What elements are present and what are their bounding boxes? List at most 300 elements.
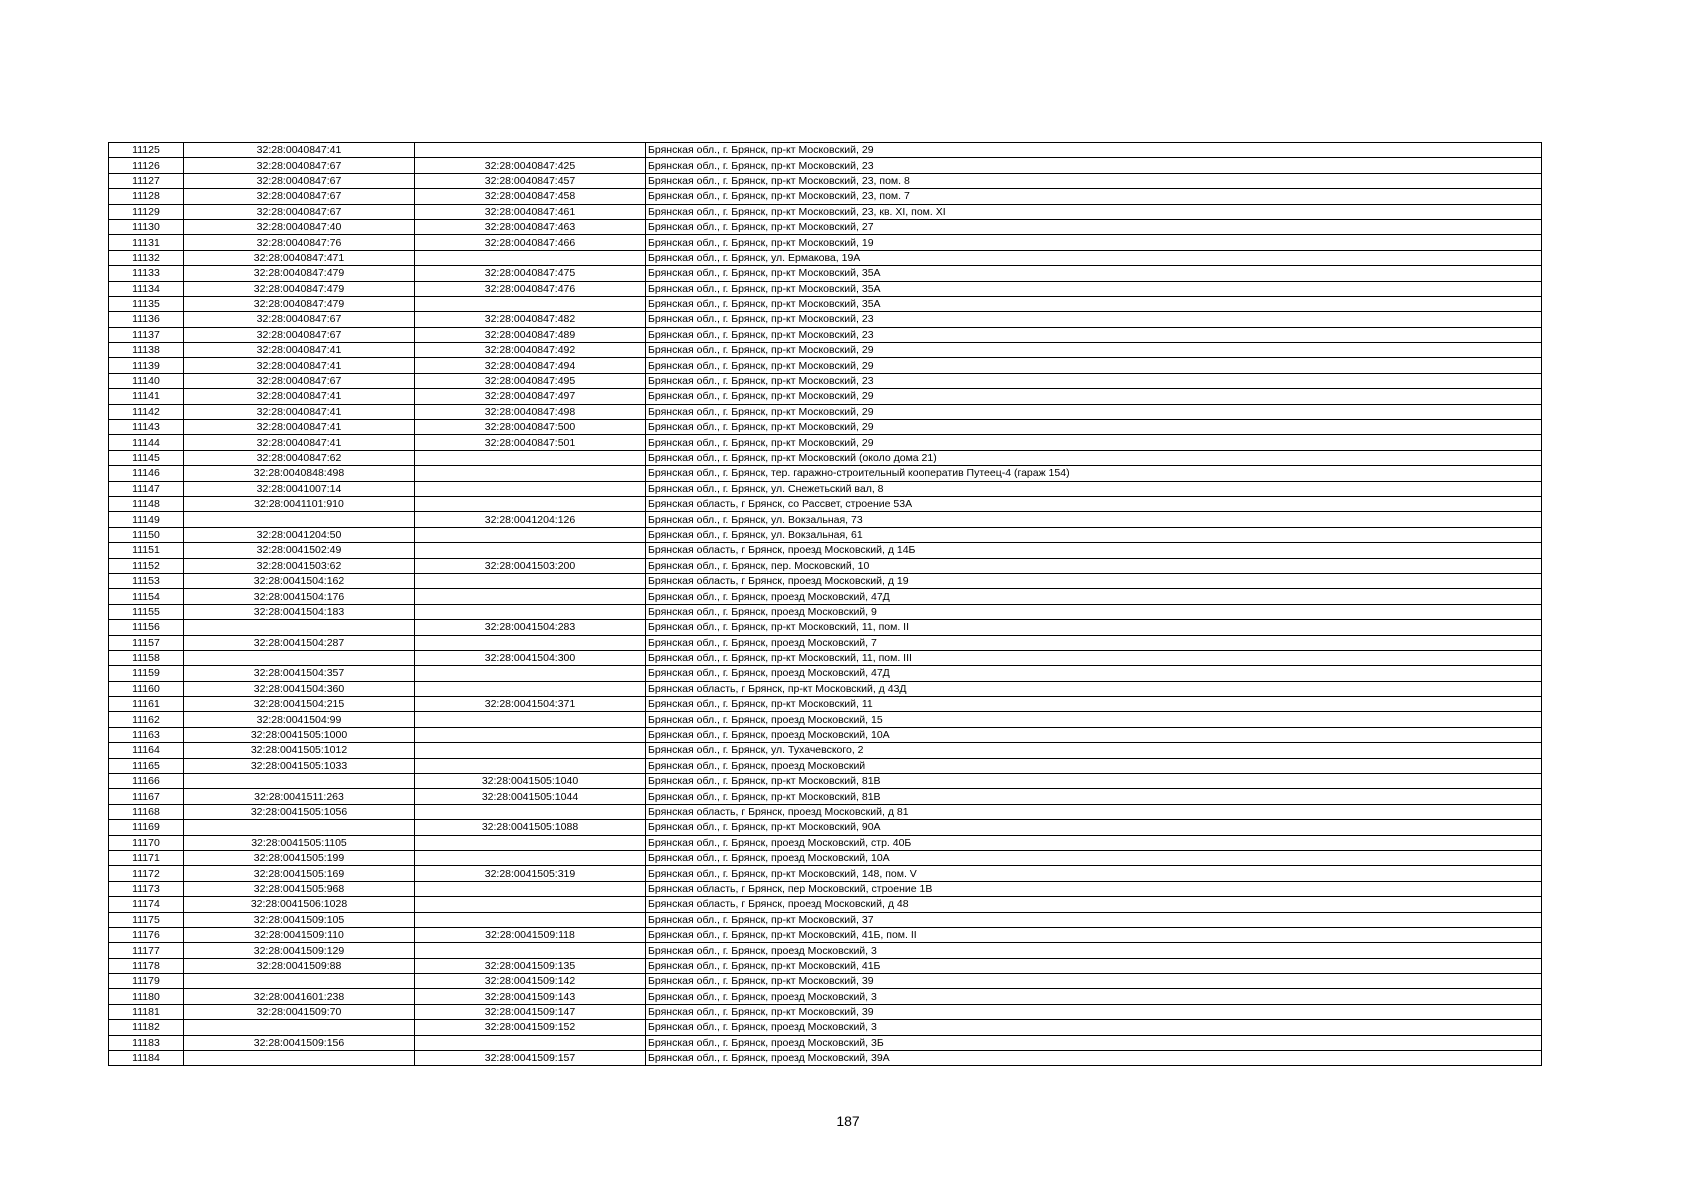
cadastral-number-secondary-cell: 32:28:0040847:489 bbox=[415, 327, 646, 342]
table-row bbox=[109, 389, 1542, 404]
row-number-cell: 11172 bbox=[109, 866, 184, 881]
cadastral-number-primary-cell: 32:28:0041601:238 bbox=[184, 989, 415, 1004]
cadastral-number-primary-cell: 32:28:0040847:471 bbox=[184, 250, 415, 265]
cadastral-number-secondary-cell: 32:28:0041505:1044 bbox=[415, 789, 646, 804]
table-row bbox=[109, 235, 1542, 250]
cadastral-number-secondary-cell: 32:28:0041509:157 bbox=[415, 1051, 646, 1066]
cadastral-number-secondary-cell: 32:28:0040847:466 bbox=[415, 235, 646, 250]
table-row bbox=[109, 804, 1542, 819]
table-row bbox=[109, 435, 1542, 450]
cadastral-number-primary-cell: 32:28:0041509:105 bbox=[184, 912, 415, 927]
table-row bbox=[109, 774, 1542, 789]
address-cell: Брянская обл., г. Брянск, проезд Московский, 47Д bbox=[646, 589, 1542, 604]
address-cell: Брянская область, г Брянск, пер Московский, строение 1В bbox=[646, 881, 1542, 896]
cadastral-number-primary-cell: 32:28:0041504:183 bbox=[184, 604, 415, 619]
row-number-cell: 11155 bbox=[109, 604, 184, 619]
cadastral-number-primary-cell: 32:28:0041007:14 bbox=[184, 481, 415, 496]
table-row bbox=[109, 573, 1542, 588]
cadastral-number-primary-cell: 32:28:0040847:479 bbox=[184, 281, 415, 296]
cadastral-number-primary-cell: 32:28:0040847:67 bbox=[184, 312, 415, 327]
table-row bbox=[109, 327, 1542, 342]
address-cell: Брянская обл., г. Брянск, проезд Московский, 7 bbox=[646, 635, 1542, 650]
row-number-cell: 11165 bbox=[109, 758, 184, 773]
row-number-cell: 11145 bbox=[109, 450, 184, 465]
cadastral-number-secondary-cell: 32:28:0040847:498 bbox=[415, 404, 646, 419]
address-cell: Брянская обл., г. Брянск, пр-кт Московский, 148, пом. V bbox=[646, 866, 1542, 881]
address-cell: Брянская обл., г. Брянск, проезд Московский, 47Д bbox=[646, 666, 1542, 681]
table-row bbox=[109, 604, 1542, 619]
cadastral-number-secondary-cell bbox=[415, 450, 646, 465]
address-cell: Брянская обл., г. Брянск, пр-кт Московский, 29 bbox=[646, 143, 1542, 158]
table-row bbox=[109, 373, 1542, 388]
row-number-cell: 11181 bbox=[109, 1004, 184, 1019]
table-row bbox=[109, 189, 1542, 204]
cadastral-number-primary-cell: 32:28:0040847:41 bbox=[184, 143, 415, 158]
cadastral-number-secondary-cell bbox=[415, 712, 646, 727]
cadastral-table bbox=[108, 142, 1542, 1066]
table-body bbox=[109, 143, 1542, 1066]
cadastral-number-primary-cell: 32:28:0041509:129 bbox=[184, 943, 415, 958]
cadastral-number-primary-cell: 32:28:0040847:67 bbox=[184, 327, 415, 342]
cadastral-number-secondary-cell bbox=[415, 881, 646, 896]
row-number-cell: 11138 bbox=[109, 343, 184, 358]
address-cell: Брянская обл., г. Брянск, пр-кт Московский, 23, кв. XI, пом. XI bbox=[646, 204, 1542, 219]
row-number-cell: 11153 bbox=[109, 573, 184, 588]
address-cell: Брянская обл., г. Брянск, пр-кт Московский, 11, пом. III bbox=[646, 650, 1542, 665]
table-row bbox=[109, 143, 1542, 158]
row-number-cell: 11177 bbox=[109, 943, 184, 958]
cadastral-number-primary-cell: 32:28:0041502:49 bbox=[184, 543, 415, 558]
cadastral-number-primary-cell: 32:28:0041101:910 bbox=[184, 496, 415, 511]
address-cell: Брянская обл., г. Брянск, проезд Московский, 3 bbox=[646, 989, 1542, 1004]
table-row bbox=[109, 1035, 1542, 1050]
row-number-cell: 11183 bbox=[109, 1035, 184, 1050]
cadastral-number-primary-cell: 32:28:0041511:263 bbox=[184, 789, 415, 804]
cadastral-number-primary-cell: 32:28:0040847:67 bbox=[184, 204, 415, 219]
cadastral-number-secondary-cell: 32:28:0041509:142 bbox=[415, 974, 646, 989]
row-number-cell: 11160 bbox=[109, 681, 184, 696]
address-cell: Брянская область, г Брянск, проезд Московский, д 81 bbox=[646, 804, 1542, 819]
cadastral-number-secondary-cell: 32:28:0040847:494 bbox=[415, 358, 646, 373]
cadastral-number-secondary-cell: 32:28:0041503:200 bbox=[415, 558, 646, 573]
cadastral-number-secondary-cell: 32:28:0040847:501 bbox=[415, 435, 646, 450]
row-number-cell: 11161 bbox=[109, 697, 184, 712]
cadastral-number-primary-cell: 32:28:0040847:479 bbox=[184, 296, 415, 311]
row-number-cell: 11151 bbox=[109, 543, 184, 558]
address-cell: Брянская обл., г. Брянск, пр-кт Московский, 29 bbox=[646, 389, 1542, 404]
row-number-cell: 11179 bbox=[109, 974, 184, 989]
table-row bbox=[109, 219, 1542, 234]
address-cell: Брянская обл., г. Брянск, пр-кт Московский, 23, пом. 8 bbox=[646, 173, 1542, 188]
row-number-cell: 11170 bbox=[109, 835, 184, 850]
address-cell: Брянская обл., г. Брянск, пр-кт Московский, 35А bbox=[646, 296, 1542, 311]
table-row bbox=[109, 158, 1542, 173]
cadastral-number-primary-cell: 32:28:0040847:41 bbox=[184, 404, 415, 419]
table-row bbox=[109, 404, 1542, 419]
address-cell: Брянская обл., г. Брянск, пр-кт Московский, 11, пом. II bbox=[646, 620, 1542, 635]
cadastral-number-primary-cell bbox=[184, 1051, 415, 1066]
table-row bbox=[109, 881, 1542, 896]
row-number-cell: 11130 bbox=[109, 219, 184, 234]
row-number-cell: 11158 bbox=[109, 650, 184, 665]
table-row bbox=[109, 650, 1542, 665]
table-row bbox=[109, 850, 1542, 865]
address-cell: Брянская обл., г. Брянск, пр-кт Московский, 90А bbox=[646, 820, 1542, 835]
cadastral-number-secondary-cell: 32:28:0040847:425 bbox=[415, 158, 646, 173]
address-cell: Брянская обл., г. Брянск, проезд Московский, 39А bbox=[646, 1051, 1542, 1066]
row-number-cell: 11169 bbox=[109, 820, 184, 835]
address-cell: Брянская обл., г. Брянск, пр-кт Московский (около дома 21) bbox=[646, 450, 1542, 465]
row-number-cell: 11148 bbox=[109, 496, 184, 511]
address-cell: Брянская область, г Брянск, со Рассвет, строение 53А bbox=[646, 496, 1542, 511]
address-cell: Брянская обл., г. Брянск, ул. Снежетьский вал, 8 bbox=[646, 481, 1542, 496]
cadastral-number-secondary-cell bbox=[415, 543, 646, 558]
table-row bbox=[109, 958, 1542, 973]
address-cell: Брянская обл., г. Брянск, пр-кт Московский, 23 bbox=[646, 158, 1542, 173]
cadastral-number-primary-cell: 32:28:0040847:76 bbox=[184, 235, 415, 250]
row-number-cell: 11142 bbox=[109, 404, 184, 419]
row-number-cell: 11132 bbox=[109, 250, 184, 265]
row-number-cell: 11178 bbox=[109, 958, 184, 973]
cadastral-number-secondary-cell: 32:28:0040847:492 bbox=[415, 343, 646, 358]
cadastral-number-secondary-cell bbox=[415, 296, 646, 311]
cadastral-number-secondary-cell: 32:28:0041509:135 bbox=[415, 958, 646, 973]
table-row bbox=[109, 296, 1542, 311]
row-number-cell: 11149 bbox=[109, 512, 184, 527]
row-number-cell: 11146 bbox=[109, 466, 184, 481]
row-number-cell: 11144 bbox=[109, 435, 184, 450]
cadastral-number-primary-cell: 32:28:0041504:176 bbox=[184, 589, 415, 604]
address-cell: Брянская обл., г. Брянск, пр-кт Московский, 37 bbox=[646, 912, 1542, 927]
table-row bbox=[109, 620, 1542, 635]
cadastral-number-secondary-cell: 32:28:0041505:319 bbox=[415, 866, 646, 881]
table-row bbox=[109, 173, 1542, 188]
cadastral-number-primary-cell: 32:28:0040847:40 bbox=[184, 219, 415, 234]
row-number-cell: 11174 bbox=[109, 897, 184, 912]
cadastral-number-secondary-cell: 32:28:0041509:152 bbox=[415, 1020, 646, 1035]
cadastral-number-primary-cell: 32:28:0041505:169 bbox=[184, 866, 415, 881]
cadastral-number-secondary-cell bbox=[415, 604, 646, 619]
table-row bbox=[109, 712, 1542, 727]
row-number-cell: 11134 bbox=[109, 281, 184, 296]
cadastral-number-primary-cell: 32:28:0041505:1012 bbox=[184, 743, 415, 758]
row-number-cell: 11154 bbox=[109, 589, 184, 604]
row-number-cell: 11126 bbox=[109, 158, 184, 173]
row-number-cell: 11156 bbox=[109, 620, 184, 635]
row-number-cell: 11125 bbox=[109, 143, 184, 158]
cadastral-number-secondary-cell: 32:28:0040847:457 bbox=[415, 173, 646, 188]
row-number-cell: 11168 bbox=[109, 804, 184, 819]
cadastral-number-primary-cell bbox=[184, 620, 415, 635]
cadastral-number-secondary-cell: 32:28:0040847:475 bbox=[415, 266, 646, 281]
address-cell: Брянская обл., г. Брянск, пр-кт Московский, 41Б, пом. II bbox=[646, 927, 1542, 942]
cadastral-number-primary-cell: 32:28:0041504:360 bbox=[184, 681, 415, 696]
cadastral-number-primary-cell bbox=[184, 974, 415, 989]
cadastral-number-primary-cell: 32:28:0040847:41 bbox=[184, 420, 415, 435]
cadastral-number-secondary-cell bbox=[415, 897, 646, 912]
cadastral-number-secondary-cell: 32:28:0040847:461 bbox=[415, 204, 646, 219]
row-number-cell: 11127 bbox=[109, 173, 184, 188]
table-row bbox=[109, 543, 1542, 558]
cadastral-number-primary-cell bbox=[184, 820, 415, 835]
table-row bbox=[109, 820, 1542, 835]
table-row bbox=[109, 866, 1542, 881]
row-number-cell: 11136 bbox=[109, 312, 184, 327]
address-cell: Брянская обл., г. Брянск, пр-кт Московский, 23 bbox=[646, 327, 1542, 342]
table-row bbox=[109, 558, 1542, 573]
address-cell: Брянская обл., г. Брянск, проезд Московский, 3 bbox=[646, 1020, 1542, 1035]
row-number-cell: 11137 bbox=[109, 327, 184, 342]
table-row bbox=[109, 727, 1542, 742]
address-cell: Брянская обл., г. Брянск, проезд Московский, 9 bbox=[646, 604, 1542, 619]
address-cell: Брянская обл., г. Брянск, пр-кт Московский, 81В bbox=[646, 789, 1542, 804]
address-cell: Брянская обл., г. Брянск, проезд Московский, 10А bbox=[646, 727, 1542, 742]
address-cell: Брянская обл., г. Брянск, ул. Ермакова, 19А bbox=[646, 250, 1542, 265]
row-number-cell: 11147 bbox=[109, 481, 184, 496]
cadastral-number-secondary-cell: 32:28:0040847:495 bbox=[415, 373, 646, 388]
row-number-cell: 11164 bbox=[109, 743, 184, 758]
table-row bbox=[109, 927, 1542, 942]
cadastral-number-secondary-cell: 32:28:0041505:1088 bbox=[415, 820, 646, 835]
cadastral-number-secondary-cell bbox=[415, 496, 646, 511]
table-row bbox=[109, 974, 1542, 989]
table-row bbox=[109, 466, 1542, 481]
address-cell: Брянская обл., г. Брянск, проезд Московский, 3 bbox=[646, 943, 1542, 958]
address-cell: Брянская обл., г. Брянск, ул. Вокзальная, 73 bbox=[646, 512, 1542, 527]
cadastral-number-primary-cell: 32:28:0041505:1056 bbox=[184, 804, 415, 819]
cadastral-number-secondary-cell bbox=[415, 1035, 646, 1050]
cadastral-number-secondary-cell bbox=[415, 527, 646, 542]
cadastral-number-primary-cell: 32:28:0040847:67 bbox=[184, 173, 415, 188]
address-cell: Брянская обл., г. Брянск, проезд Московский, 3Б bbox=[646, 1035, 1542, 1050]
address-cell: Брянская обл., г. Брянск, пр-кт Московский, 29 bbox=[646, 343, 1542, 358]
table-row bbox=[109, 1051, 1542, 1066]
address-cell: Брянская обл., г. Брянск, проезд Московский, стр. 40Б bbox=[646, 835, 1542, 850]
cadastral-number-secondary-cell: 32:28:0040847:458 bbox=[415, 189, 646, 204]
cadastral-number-primary-cell: 32:28:0041509:70 bbox=[184, 1004, 415, 1019]
table-row bbox=[109, 481, 1542, 496]
table-row bbox=[109, 635, 1542, 650]
cadastral-number-secondary-cell: 32:28:0040847:482 bbox=[415, 312, 646, 327]
row-number-cell: 11135 bbox=[109, 296, 184, 311]
address-cell: Брянская обл., г. Брянск, пр-кт Московский, 27 bbox=[646, 219, 1542, 234]
cadastral-number-primary-cell: 32:28:0041504:99 bbox=[184, 712, 415, 727]
cadastral-number-primary-cell: 32:28:0041505:199 bbox=[184, 850, 415, 865]
cadastral-number-secondary-cell: 32:28:0041509:143 bbox=[415, 989, 646, 1004]
cadastral-number-secondary-cell bbox=[415, 943, 646, 958]
cadastral-number-secondary-cell bbox=[415, 635, 646, 650]
row-number-cell: 11176 bbox=[109, 927, 184, 942]
row-number-cell: 11131 bbox=[109, 235, 184, 250]
cadastral-number-secondary-cell bbox=[415, 573, 646, 588]
row-number-cell: 11166 bbox=[109, 774, 184, 789]
cadastral-number-primary-cell bbox=[184, 1020, 415, 1035]
address-cell: Брянская обл., г. Брянск, ул. Вокзальная, 61 bbox=[646, 527, 1542, 542]
address-cell: Брянская область, г Брянск, проезд Московский, д 14Б bbox=[646, 543, 1542, 558]
row-number-cell: 11159 bbox=[109, 666, 184, 681]
table-row bbox=[109, 897, 1542, 912]
cadastral-number-primary-cell: 32:28:0041503:62 bbox=[184, 558, 415, 573]
address-cell: Брянская обл., г. Брянск, ул. Тухачевского, 2 bbox=[646, 743, 1542, 758]
cadastral-number-primary-cell: 32:28:0040848:498 bbox=[184, 466, 415, 481]
cadastral-number-primary-cell: 32:28:0040847:41 bbox=[184, 435, 415, 450]
cadastral-number-secondary-cell: 32:28:0041504:371 bbox=[415, 697, 646, 712]
cadastral-number-secondary-cell bbox=[415, 912, 646, 927]
row-number-cell: 11133 bbox=[109, 266, 184, 281]
cadastral-number-secondary-cell bbox=[415, 466, 646, 481]
table-row bbox=[109, 758, 1542, 773]
address-cell: Брянская обл., г. Брянск, пр-кт Московский, 35А bbox=[646, 266, 1542, 281]
cadastral-number-secondary-cell: 32:28:0041509:147 bbox=[415, 1004, 646, 1019]
cadastral-number-primary-cell: 32:28:0041204:50 bbox=[184, 527, 415, 542]
cadastral-number-secondary-cell: 32:28:0040847:497 bbox=[415, 389, 646, 404]
cadastral-number-primary-cell: 32:28:0041505:1000 bbox=[184, 727, 415, 742]
cadastral-number-primary-cell: 32:28:0041504:357 bbox=[184, 666, 415, 681]
cadastral-number-primary-cell: 32:28:0040847:41 bbox=[184, 389, 415, 404]
cadastral-number-secondary-cell: 32:28:0041504:300 bbox=[415, 650, 646, 665]
cadastral-number-primary-cell bbox=[184, 774, 415, 789]
address-cell: Брянская область, г Брянск, пр-кт Московский, д 43Д bbox=[646, 681, 1542, 696]
row-number-cell: 11184 bbox=[109, 1051, 184, 1066]
cadastral-number-secondary-cell: 32:28:0041509:118 bbox=[415, 927, 646, 942]
row-number-cell: 11171 bbox=[109, 850, 184, 865]
cadastral-number-secondary-cell: 32:28:0041504:283 bbox=[415, 620, 646, 635]
cadastral-number-primary-cell: 32:28:0040847:67 bbox=[184, 189, 415, 204]
cadastral-number-secondary-cell bbox=[415, 681, 646, 696]
table-row bbox=[109, 527, 1542, 542]
address-cell: Брянская обл., г. Брянск, пер. Московский, 10 bbox=[646, 558, 1542, 573]
cadastral-number-secondary-cell: 32:28:0041505:1040 bbox=[415, 774, 646, 789]
row-number-cell: 11173 bbox=[109, 881, 184, 896]
address-cell: Брянская обл., г. Брянск, проезд Московский, 10А bbox=[646, 850, 1542, 865]
address-cell: Брянская обл., г. Брянск, пр-кт Московский, 29 bbox=[646, 420, 1542, 435]
address-cell: Брянская обл., г. Брянск, пр-кт Московский, 39 bbox=[646, 974, 1542, 989]
cadastral-number-primary-cell: 32:28:0041504:215 bbox=[184, 697, 415, 712]
table-row bbox=[109, 666, 1542, 681]
cadastral-number-primary-cell: 32:28:0041509:88 bbox=[184, 958, 415, 973]
cadastral-number-primary-cell: 32:28:0040847:67 bbox=[184, 373, 415, 388]
cadastral-number-primary-cell: 32:28:0041505:968 bbox=[184, 881, 415, 896]
address-cell: Брянская обл., г. Брянск, проезд Московский bbox=[646, 758, 1542, 773]
row-number-cell: 11143 bbox=[109, 420, 184, 435]
row-number-cell: 11140 bbox=[109, 373, 184, 388]
table-row bbox=[109, 281, 1542, 296]
cadastral-number-secondary-cell bbox=[415, 743, 646, 758]
table-row bbox=[109, 1004, 1542, 1019]
table-row bbox=[109, 589, 1542, 604]
cadastral-number-primary-cell: 32:28:0041506:1028 bbox=[184, 897, 415, 912]
address-cell: Брянская обл., г. Брянск, пр-кт Московский, 23, пом. 7 bbox=[646, 189, 1542, 204]
address-cell: Брянская обл., г. Брянск, пр-кт Московский, 23 bbox=[646, 373, 1542, 388]
table-row bbox=[109, 989, 1542, 1004]
address-cell: Брянская обл., г. Брянск, проезд Московский, 15 bbox=[646, 712, 1542, 727]
table-row bbox=[109, 204, 1542, 219]
cadastral-number-primary-cell: 32:28:0041505:1105 bbox=[184, 835, 415, 850]
cadastral-number-primary-cell: 32:28:0040847:41 bbox=[184, 343, 415, 358]
address-cell: Брянская обл., г. Брянск, пр-кт Московский, 29 bbox=[646, 404, 1542, 419]
cadastral-number-primary-cell bbox=[184, 650, 415, 665]
table-row bbox=[109, 512, 1542, 527]
address-cell: Брянская обл., г. Брянск, пр-кт Московский, 11 bbox=[646, 697, 1542, 712]
address-cell: Брянская обл., г. Брянск, пр-кт Московский, 29 bbox=[646, 358, 1542, 373]
row-number-cell: 11163 bbox=[109, 727, 184, 742]
table-row bbox=[109, 681, 1542, 696]
table-row bbox=[109, 697, 1542, 712]
page-number: 187 bbox=[836, 1113, 860, 1129]
cadastral-number-primary-cell bbox=[184, 512, 415, 527]
table-row bbox=[109, 358, 1542, 373]
address-cell: Брянская область, г Брянск, проезд Московский, д 19 bbox=[646, 573, 1542, 588]
row-number-cell: 11162 bbox=[109, 712, 184, 727]
row-number-cell: 11157 bbox=[109, 635, 184, 650]
address-cell: Брянская обл., г. Брянск, пр-кт Московский, 35А bbox=[646, 281, 1542, 296]
address-cell: Брянская обл., г. Брянск, пр-кт Московский, 41Б bbox=[646, 958, 1542, 973]
address-cell: Брянская область, г Брянск, проезд Московский, д 48 bbox=[646, 897, 1542, 912]
row-number-cell: 11152 bbox=[109, 558, 184, 573]
cadastral-number-secondary-cell: 32:28:0041204:126 bbox=[415, 512, 646, 527]
address-cell: Брянская обл., г. Брянск, пр-кт Московский, 39 bbox=[646, 1004, 1542, 1019]
address-cell: Брянская обл., г. Брянск, пр-кт Московский, 19 bbox=[646, 235, 1542, 250]
table-row bbox=[109, 912, 1542, 927]
table-row bbox=[109, 420, 1542, 435]
row-number-cell: 11167 bbox=[109, 789, 184, 804]
cadastral-number-secondary-cell bbox=[415, 589, 646, 604]
cadastral-number-secondary-cell bbox=[415, 250, 646, 265]
table-row bbox=[109, 343, 1542, 358]
address-cell: Брянская обл., г. Брянск, пр-кт Московский, 81В bbox=[646, 774, 1542, 789]
row-number-cell: 11180 bbox=[109, 989, 184, 1004]
cadastral-number-primary-cell: 32:28:0040847:62 bbox=[184, 450, 415, 465]
row-number-cell: 11182 bbox=[109, 1020, 184, 1035]
row-number-cell: 11128 bbox=[109, 189, 184, 204]
cadastral-number-secondary-cell bbox=[415, 758, 646, 773]
row-number-cell: 11175 bbox=[109, 912, 184, 927]
cadastral-number-secondary-cell bbox=[415, 850, 646, 865]
table-row bbox=[109, 743, 1542, 758]
cadastral-number-secondary-cell: 32:28:0040847:476 bbox=[415, 281, 646, 296]
cadastral-number-primary-cell: 32:28:0041504:287 bbox=[184, 635, 415, 650]
table-row bbox=[109, 943, 1542, 958]
cadastral-number-secondary-cell: 32:28:0040847:463 bbox=[415, 219, 646, 234]
row-number-cell: 11141 bbox=[109, 389, 184, 404]
cadastral-number-primary-cell: 32:28:0040847:67 bbox=[184, 158, 415, 173]
table-row bbox=[109, 250, 1542, 265]
cadastral-number-secondary-cell bbox=[415, 666, 646, 681]
cadastral-number-secondary-cell bbox=[415, 727, 646, 742]
cadastral-number-primary-cell: 32:28:0041509:156 bbox=[184, 1035, 415, 1050]
cadastral-number-secondary-cell: 32:28:0040847:500 bbox=[415, 420, 646, 435]
cadastral-number-primary-cell: 32:28:0040847:479 bbox=[184, 266, 415, 281]
table-row bbox=[109, 496, 1542, 511]
cadastral-number-primary-cell: 32:28:0041509:110 bbox=[184, 927, 415, 942]
cadastral-number-primary-cell: 32:28:0041505:1033 bbox=[184, 758, 415, 773]
row-number-cell: 11129 bbox=[109, 204, 184, 219]
cadastral-number-secondary-cell bbox=[415, 143, 646, 158]
cadastral-number-primary-cell: 32:28:0040847:41 bbox=[184, 358, 415, 373]
cadastral-number-primary-cell: 32:28:0041504:162 bbox=[184, 573, 415, 588]
address-cell: Брянская обл., г. Брянск, тер. гаражно-строительный кооператив Путеец-4 (гараж 154) bbox=[646, 466, 1542, 481]
cadastral-number-secondary-cell bbox=[415, 481, 646, 496]
table-row bbox=[109, 835, 1542, 850]
table-row bbox=[109, 789, 1542, 804]
address-cell: Брянская обл., г. Брянск, пр-кт Московский, 29 bbox=[646, 435, 1542, 450]
address-cell: Брянская обл., г. Брянск, пр-кт Московский, 23 bbox=[646, 312, 1542, 327]
cadastral-number-secondary-cell bbox=[415, 804, 646, 819]
cadastral-number-secondary-cell bbox=[415, 835, 646, 850]
table-row bbox=[109, 1020, 1542, 1035]
row-number-cell: 11150 bbox=[109, 527, 184, 542]
row-number-cell: 11139 bbox=[109, 358, 184, 373]
